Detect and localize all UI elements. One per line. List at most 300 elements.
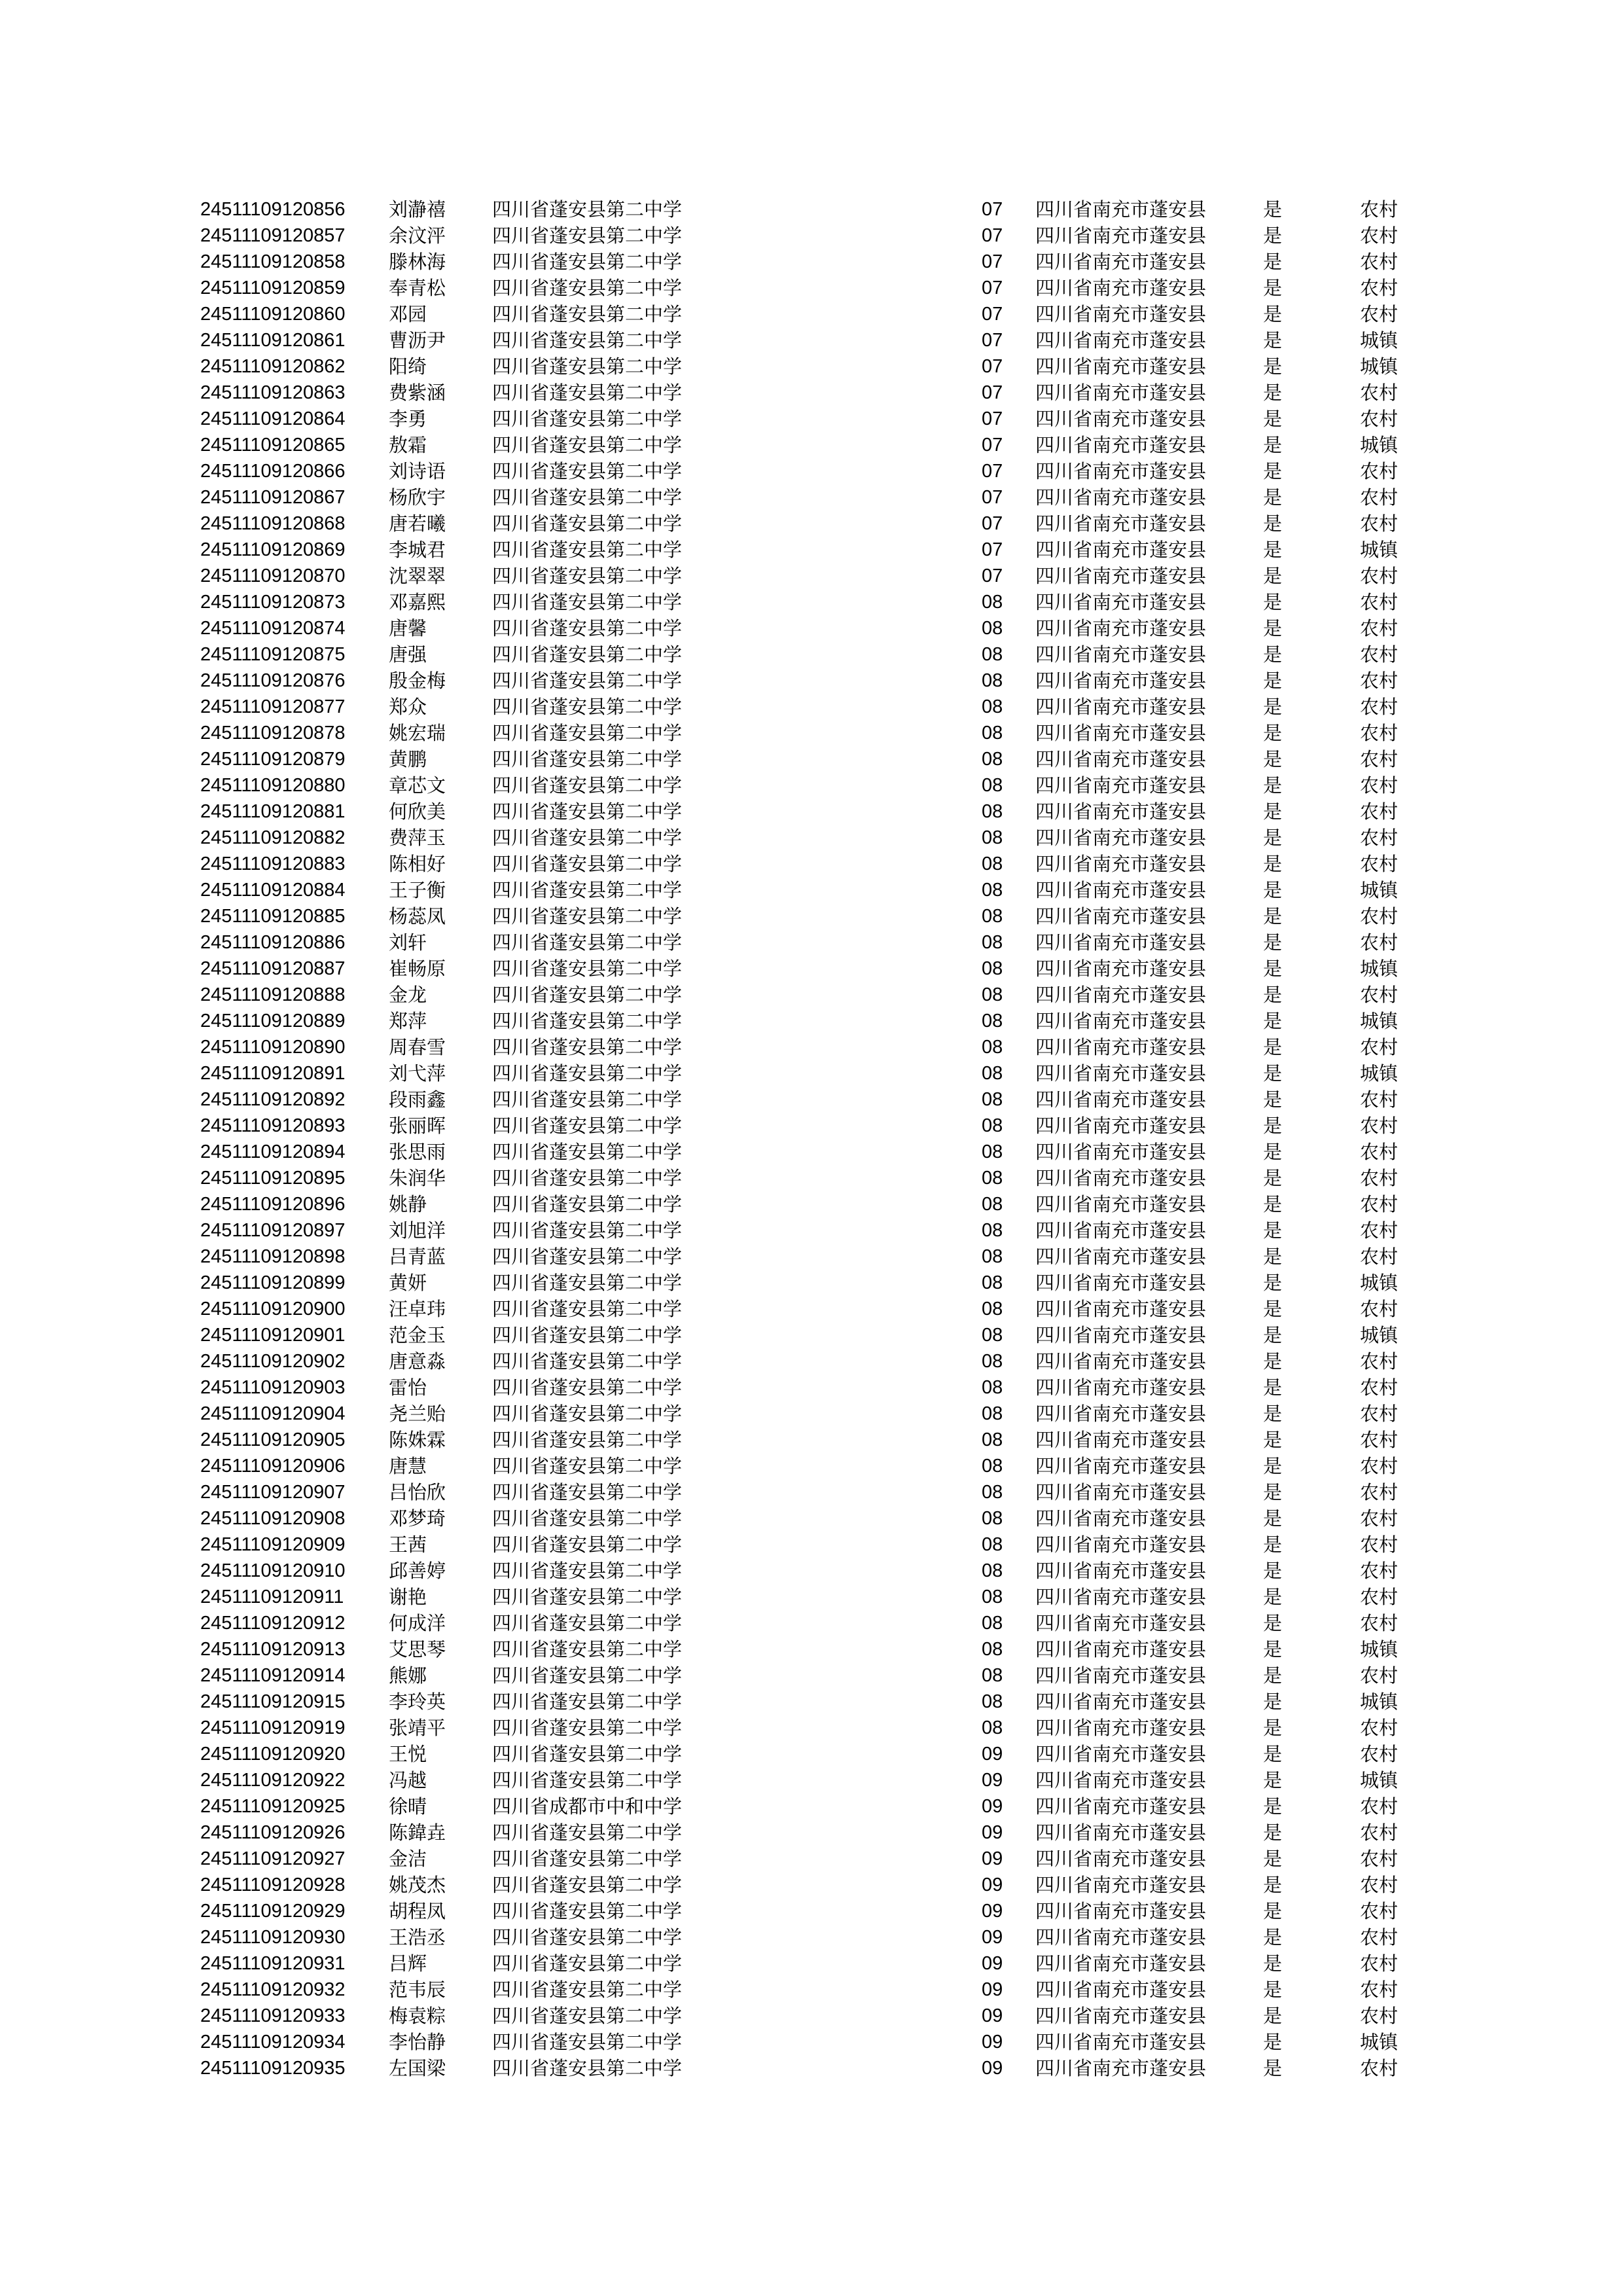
student-name-cell: 姚静: [389, 1193, 427, 1215]
student-id-cell: 24511109120876: [200, 670, 346, 691]
address-cell: 四川省南充市蓬安县: [1035, 1717, 1207, 1739]
table-row: [0, 1479, 1623, 1505]
student-name-cell: 郑萍: [389, 1010, 427, 1032]
class-cell: 08: [982, 801, 1003, 822]
student-id-cell: 24511109120929: [200, 1901, 346, 1922]
class-cell: 08: [982, 592, 1003, 613]
flag-cell: 是: [1263, 565, 1283, 587]
student-id-cell: 24511109120887: [200, 958, 346, 979]
class-cell: 09: [982, 2005, 1003, 2026]
student-id-cell: 24511109120859: [200, 278, 346, 298]
address-cell: 四川省南充市蓬安县: [1035, 1691, 1207, 1713]
flag-cell: 是: [1263, 2031, 1283, 2053]
class-cell: 09: [982, 1796, 1003, 1817]
student-id-cell: 24511109120864: [200, 408, 346, 429]
school-cell: 四川省蓬安县第二中学: [492, 853, 683, 875]
flag-cell: 是: [1263, 198, 1283, 221]
school-cell: 四川省蓬安县第二中学: [492, 1272, 683, 1294]
table-row: [0, 484, 1623, 511]
student-id-cell: 24511109120875: [200, 644, 346, 665]
student-id-cell: 24511109120893: [200, 1115, 346, 1136]
class-cell: 08: [982, 1037, 1003, 1058]
school-cell: 四川省蓬安县第二中学: [492, 1298, 683, 1320]
address-cell: 四川省南充市蓬安县: [1035, 1246, 1207, 1268]
residence-type-cell: 城镇: [1360, 355, 1399, 378]
flag-cell: 是: [1263, 434, 1283, 456]
student-name-cell: 邱善婷: [389, 1560, 446, 1582]
table-row: [0, 1139, 1623, 1165]
student-name-cell: 刘瀞禧: [389, 198, 446, 221]
student-name-cell: 吕辉: [389, 1952, 427, 1975]
student-id-cell: 24511109120886: [200, 932, 346, 953]
residence-type-cell: 农村: [1360, 1848, 1399, 1870]
residence-type-cell: 城镇: [1360, 1638, 1399, 1660]
table-row: [0, 589, 1623, 615]
student-id-cell: 24511109120881: [200, 801, 346, 822]
residence-type-cell: 城镇: [1360, 879, 1399, 901]
address-cell: 四川省南充市蓬安县: [1035, 1036, 1207, 1058]
residence-type-cell: 农村: [1360, 1979, 1399, 2001]
class-cell: 07: [982, 330, 1003, 351]
student-name-cell: 段雨鑫: [389, 1088, 446, 1111]
school-cell: 四川省蓬安县第二中学: [492, 539, 683, 561]
address-cell: 四川省南充市蓬安县: [1035, 1062, 1207, 1085]
table-row: [0, 982, 1623, 1008]
residence-type-cell: 农村: [1360, 617, 1399, 639]
flag-cell: 是: [1263, 355, 1283, 378]
school-cell: 四川省蓬安县第二中学: [492, 224, 683, 247]
flag-cell: 是: [1263, 1821, 1283, 1844]
address-cell: 四川省南充市蓬安县: [1035, 1664, 1207, 1687]
school-cell: 四川省蓬安县第二中学: [492, 460, 683, 482]
table-row: [0, 353, 1623, 380]
flag-cell: 是: [1263, 486, 1283, 509]
school-cell: 四川省蓬安县第二中学: [492, 303, 683, 325]
residence-type-cell: 农村: [1360, 696, 1399, 718]
student-id-cell: 24511109120861: [200, 330, 346, 351]
flag-cell: 是: [1263, 460, 1283, 482]
residence-type-cell: 农村: [1360, 1115, 1399, 1137]
residence-type-cell: 农村: [1360, 984, 1399, 1006]
student-name-cell: 何成洋: [389, 1612, 446, 1634]
student-id-cell: 24511109120909: [200, 1534, 346, 1555]
student-name-cell: 王子衡: [389, 879, 446, 901]
class-cell: 09: [982, 1848, 1003, 1869]
table-row: [0, 1034, 1623, 1060]
address-cell: 四川省南充市蓬安县: [1035, 1534, 1207, 1556]
student-id-cell: 24511109120858: [200, 251, 346, 272]
student-id-cell: 24511109120877: [200, 696, 346, 717]
student-name-cell: 邓嘉熙: [389, 591, 446, 613]
student-name-cell: 李怡静: [389, 2031, 446, 2053]
student-id-cell: 24511109120911: [200, 1587, 344, 1607]
student-name-cell: 范韦辰: [389, 1979, 446, 2001]
flag-cell: 是: [1263, 1298, 1283, 1320]
student-name-cell: 徐晴: [389, 1795, 427, 1818]
class-cell: 08: [982, 1560, 1003, 1581]
flag-cell: 是: [1263, 1612, 1283, 1634]
student-id-cell: 24511109120934: [200, 2032, 346, 2053]
class-cell: 07: [982, 408, 1003, 429]
student-name-cell: 冯越: [389, 1769, 427, 1791]
residence-type-cell: 城镇: [1360, 1010, 1399, 1032]
class-cell: 08: [982, 1325, 1003, 1346]
flag-cell: 是: [1263, 1350, 1283, 1372]
residence-type-cell: 农村: [1360, 198, 1399, 221]
student-name-cell: 范金玉: [389, 1324, 446, 1346]
class-cell: 09: [982, 1874, 1003, 1895]
student-id-cell: 24511109120898: [200, 1246, 346, 1267]
residence-type-cell: 农村: [1360, 1507, 1399, 1530]
residence-type-cell: 农村: [1360, 2005, 1399, 2027]
student-id-cell: 24511109120873: [200, 592, 346, 613]
table-row: [0, 2003, 1623, 2029]
address-cell: 四川省南充市蓬安县: [1035, 355, 1207, 378]
address-cell: 四川省南充市蓬安县: [1035, 853, 1207, 875]
address-cell: 四川省南充市蓬安县: [1035, 329, 1207, 351]
table-row: [0, 1217, 1623, 1244]
flag-cell: 是: [1263, 1193, 1283, 1215]
flag-cell: 是: [1263, 1560, 1283, 1582]
student-name-cell: 艾思琴: [389, 1638, 446, 1660]
student-name-cell: 刘旭洋: [389, 1219, 446, 1242]
table-row: [0, 1322, 1623, 1348]
residence-type-cell: 农村: [1360, 1246, 1399, 1268]
class-cell: 09: [982, 1953, 1003, 1974]
class-cell: 08: [982, 1456, 1003, 1477]
table-row: [0, 720, 1623, 746]
address-cell: 四川省南充市蓬安县: [1035, 1010, 1207, 1032]
flag-cell: 是: [1263, 1376, 1283, 1399]
student-name-cell: 姚宏瑞: [389, 722, 446, 744]
student-name-cell: 唐意淼: [389, 1350, 446, 1372]
school-cell: 四川省蓬安县第二中学: [492, 1193, 683, 1215]
address-cell: 四川省南充市蓬安县: [1035, 1952, 1207, 1975]
student-name-cell: 吕怡欣: [389, 1481, 446, 1503]
class-cell: 08: [982, 749, 1003, 770]
class-cell: 08: [982, 696, 1003, 717]
table-row: [0, 537, 1623, 563]
flag-cell: 是: [1263, 984, 1283, 1006]
address-cell: 四川省南充市蓬安县: [1035, 224, 1207, 247]
school-cell: 四川省蓬安县第二中学: [492, 958, 683, 980]
student-id-cell: 24511109120900: [200, 1299, 346, 1319]
table-row: [0, 2029, 1623, 2055]
residence-type-cell: 农村: [1360, 512, 1399, 535]
flag-cell: 是: [1263, 2005, 1283, 2027]
table-row: [0, 772, 1623, 798]
student-name-cell: 胡程凤: [389, 1900, 446, 1922]
student-id-cell: 24511109120891: [200, 1063, 346, 1084]
flag-cell: 是: [1263, 2057, 1283, 2079]
table-row: [0, 1086, 1623, 1113]
student-id-cell: 24511109120902: [200, 1351, 346, 1372]
student-name-cell: 杨欣宇: [389, 486, 446, 509]
school-cell: 四川省蓬安县第二中学: [492, 1664, 683, 1687]
flag-cell: 是: [1263, 1507, 1283, 1530]
address-cell: 四川省南充市蓬安县: [1035, 1403, 1207, 1425]
flag-cell: 是: [1263, 1743, 1283, 1765]
address-cell: 四川省南充市蓬安县: [1035, 1088, 1207, 1111]
student-name-cell: 左国梁: [389, 2057, 446, 2079]
address-cell: 四川省南充市蓬安县: [1035, 2057, 1207, 2079]
class-cell: 08: [982, 1141, 1003, 1162]
school-cell: 四川省蓬安县第二中学: [492, 670, 683, 692]
school-cell: 四川省蓬安县第二中学: [492, 1926, 683, 1948]
residence-type-cell: 农村: [1360, 591, 1399, 613]
address-cell: 四川省南充市蓬安县: [1035, 434, 1207, 456]
residence-type-cell: 农村: [1360, 800, 1399, 823]
residence-type-cell: 农村: [1360, 1481, 1399, 1503]
residence-type-cell: 农村: [1360, 853, 1399, 875]
student-id-cell: 24511109120890: [200, 1037, 346, 1058]
student-id-cell: 24511109120932: [200, 1979, 346, 2000]
address-cell: 四川省南充市蓬安县: [1035, 748, 1207, 770]
address-cell: 四川省南充市蓬安县: [1035, 1324, 1207, 1346]
school-cell: 四川省蓬安县第二中学: [492, 1246, 683, 1268]
student-name-cell: 黄鹏: [389, 748, 427, 770]
address-cell: 四川省南充市蓬安县: [1035, 1979, 1207, 2001]
student-name-cell: 唐慧: [389, 1455, 427, 1477]
address-cell: 四川省南充市蓬安县: [1035, 512, 1207, 535]
address-cell: 四川省南充市蓬安县: [1035, 2005, 1207, 2027]
residence-type-cell: 农村: [1360, 382, 1399, 404]
class-cell: 08: [982, 1403, 1003, 1424]
flag-cell: 是: [1263, 958, 1283, 980]
class-cell: 07: [982, 382, 1003, 403]
student-name-cell: 何欣美: [389, 800, 446, 823]
address-cell: 四川省南充市蓬安县: [1035, 251, 1207, 273]
school-cell: 四川省蓬安县第二中学: [492, 1821, 683, 1844]
student-name-cell: 周春雪: [389, 1036, 446, 1058]
class-cell: 08: [982, 1691, 1003, 1712]
student-table: [0, 196, 1623, 2081]
school-cell: 四川省蓬安县第二中学: [492, 1088, 683, 1111]
flag-cell: 是: [1263, 670, 1283, 692]
school-cell: 四川省蓬安县第二中学: [492, 1507, 683, 1530]
class-cell: 08: [982, 1115, 1003, 1136]
residence-type-cell: 农村: [1360, 460, 1399, 482]
student-id-cell: 24511109120856: [200, 199, 346, 220]
school-cell: 四川省蓬安县第二中学: [492, 1612, 683, 1634]
school-cell: 四川省蓬安县第二中学: [492, 1062, 683, 1085]
residence-type-cell: 农村: [1360, 1717, 1399, 1739]
residence-type-cell: 农村: [1360, 774, 1399, 797]
flag-cell: 是: [1263, 1324, 1283, 1346]
school-cell: 四川省蓬安县第二中学: [492, 1717, 683, 1739]
flag-cell: 是: [1263, 1088, 1283, 1111]
address-cell: 四川省南充市蓬安县: [1035, 1795, 1207, 1818]
flag-cell: 是: [1263, 1167, 1283, 1189]
school-cell: 四川省蓬安县第二中学: [492, 696, 683, 718]
class-cell: 07: [982, 304, 1003, 325]
residence-type-cell: 农村: [1360, 670, 1399, 692]
class-cell: 08: [982, 932, 1003, 953]
student-id-cell: 24511109120892: [200, 1089, 346, 1110]
table-row: [0, 1636, 1623, 1662]
school-cell: 四川省蓬安县第二中学: [492, 434, 683, 456]
student-id-cell: 24511109120897: [200, 1220, 346, 1241]
student-name-cell: 姚茂杰: [389, 1874, 446, 1896]
table-row: [0, 1348, 1623, 1374]
class-cell: 08: [982, 880, 1003, 901]
class-cell: 09: [982, 1822, 1003, 1843]
table-row: [0, 851, 1623, 877]
class-cell: 08: [982, 1613, 1003, 1634]
class-cell: 08: [982, 723, 1003, 744]
flag-cell: 是: [1263, 617, 1283, 639]
school-cell: 四川省蓬安县第二中学: [492, 1952, 683, 1975]
flag-cell: 是: [1263, 1429, 1283, 1451]
address-cell: 四川省南充市蓬安县: [1035, 931, 1207, 954]
table-row: [0, 1270, 1623, 1296]
class-cell: 07: [982, 225, 1003, 246]
student-name-cell: 黄妍: [389, 1272, 427, 1294]
class-cell: 08: [982, 1639, 1003, 1660]
student-name-cell: 朱润华: [389, 1167, 446, 1189]
school-cell: 四川省蓬安县第二中学: [492, 1638, 683, 1660]
residence-type-cell: 城镇: [1360, 434, 1399, 456]
table-row: [0, 929, 1623, 956]
table-row: [0, 1662, 1623, 1689]
student-id-cell: 24511109120903: [200, 1377, 346, 1398]
student-id-cell: 24511109120907: [200, 1482, 346, 1503]
table-row: [0, 1558, 1623, 1584]
table-row: [0, 249, 1623, 275]
class-cell: 07: [982, 356, 1003, 377]
student-name-cell: 阳绮: [389, 355, 427, 378]
address-cell: 四川省南充市蓬安县: [1035, 1900, 1207, 1922]
class-cell: 08: [982, 1011, 1003, 1031]
school-cell: 四川省蓬安县第二中学: [492, 591, 683, 613]
flag-cell: 是: [1263, 1874, 1283, 1896]
school-cell: 四川省成都市中和中学: [492, 1795, 683, 1818]
student-name-cell: 刘诗语: [389, 460, 446, 482]
school-cell: 四川省蓬安县第二中学: [492, 512, 683, 535]
student-name-cell: 唐强: [389, 643, 427, 666]
school-cell: 四川省蓬安县第二中学: [492, 355, 683, 378]
flag-cell: 是: [1263, 1036, 1283, 1058]
school-cell: 四川省蓬安县第二中学: [492, 1010, 683, 1032]
address-cell: 四川省南充市蓬安县: [1035, 1507, 1207, 1530]
school-cell: 四川省蓬安县第二中学: [492, 905, 683, 927]
class-cell: 08: [982, 1063, 1003, 1084]
student-id-cell: 24511109120882: [200, 827, 346, 848]
residence-type-cell: 城镇: [1360, 2031, 1399, 2053]
flag-cell: 是: [1263, 722, 1283, 744]
student-id-cell: 24511109120870: [200, 565, 346, 586]
address-cell: 四川省南充市蓬安县: [1035, 1874, 1207, 1896]
residence-type-cell: 农村: [1360, 1429, 1399, 1451]
flag-cell: 是: [1263, 1010, 1283, 1032]
class-cell: 08: [982, 906, 1003, 927]
student-name-cell: 吕青蓝: [389, 1246, 446, 1268]
student-name-cell: 殷金梅: [389, 670, 446, 692]
class-cell: 08: [982, 853, 1003, 874]
table-row: [0, 1977, 1623, 2003]
class-cell: 07: [982, 461, 1003, 482]
school-cell: 四川省蓬安县第二中学: [492, 1979, 683, 2001]
student-id-cell: 24511109120862: [200, 356, 346, 377]
flag-cell: 是: [1263, 277, 1283, 299]
flag-cell: 是: [1263, 643, 1283, 666]
table-row: [0, 1741, 1623, 1767]
student-id-cell: 24511109120883: [200, 853, 346, 874]
table-row: [0, 1532, 1623, 1558]
student-id-cell: 24511109120869: [200, 539, 346, 560]
school-cell: 四川省蓬安县第二中学: [492, 774, 683, 797]
table-row: [0, 406, 1623, 432]
address-cell: 四川省南充市蓬安县: [1035, 1272, 1207, 1294]
address-cell: 四川省南充市蓬安县: [1035, 198, 1207, 221]
residence-type-cell: 农村: [1360, 643, 1399, 666]
residence-type-cell: 农村: [1360, 1534, 1399, 1556]
student-name-cell: 张靖平: [389, 1717, 446, 1739]
flag-cell: 是: [1263, 905, 1283, 927]
table-row: [0, 1872, 1623, 1898]
student-name-cell: 汪卓玮: [389, 1298, 446, 1320]
residence-type-cell: 农村: [1360, 722, 1399, 744]
address-cell: 四川省南充市蓬安县: [1035, 1821, 1207, 1844]
class-cell: 09: [982, 1744, 1003, 1765]
student-id-cell: 24511109120888: [200, 984, 346, 1005]
student-name-cell: 唐若曦: [389, 512, 446, 535]
flag-cell: 是: [1263, 329, 1283, 351]
flag-cell: 是: [1263, 1246, 1283, 1268]
student-name-cell: 金洁: [389, 1848, 427, 1870]
student-id-cell: 24511109120935: [200, 2058, 346, 2079]
student-id-cell: 24511109120865: [200, 435, 346, 456]
school-cell: 四川省蓬安县第二中学: [492, 1874, 683, 1896]
flag-cell: 是: [1263, 1586, 1283, 1608]
flag-cell: 是: [1263, 1691, 1283, 1713]
class-cell: 08: [982, 1508, 1003, 1529]
residence-type-cell: 农村: [1360, 565, 1399, 587]
table-row: [0, 825, 1623, 851]
student-id-cell: 24511109120867: [200, 487, 346, 508]
student-name-cell: 李玲英: [389, 1691, 446, 1713]
school-cell: 四川省蓬安县第二中学: [492, 1743, 683, 1765]
class-cell: 08: [982, 958, 1003, 979]
table-row: [0, 1584, 1623, 1610]
class-cell: 08: [982, 1534, 1003, 1555]
student-id-cell: 24511109120904: [200, 1403, 346, 1424]
residence-type-cell: 农村: [1360, 224, 1399, 247]
address-cell: 四川省南充市蓬安县: [1035, 486, 1207, 509]
address-cell: 四川省南充市蓬安县: [1035, 1769, 1207, 1791]
flag-cell: 是: [1263, 1664, 1283, 1687]
table-row: [0, 1924, 1623, 1950]
school-cell: 四川省蓬安县第二中学: [492, 643, 683, 666]
table-row: [0, 877, 1623, 903]
student-name-cell: 杨蕊凤: [389, 905, 446, 927]
student-name-cell: 王茜: [389, 1534, 427, 1556]
school-cell: 四川省蓬安县第二中学: [492, 382, 683, 404]
class-cell: 07: [982, 278, 1003, 298]
student-name-cell: 张思雨: [389, 1141, 446, 1163]
residence-type-cell: 农村: [1360, 1900, 1399, 1922]
class-cell: 08: [982, 775, 1003, 796]
table-row: [0, 2055, 1623, 2081]
flag-cell: 是: [1263, 251, 1283, 273]
student-name-cell: 余汶泙: [389, 224, 446, 247]
class-cell: 08: [982, 984, 1003, 1005]
school-cell: 四川省蓬安县第二中学: [492, 1429, 683, 1451]
address-cell: 四川省南充市蓬安县: [1035, 800, 1207, 823]
flag-cell: 是: [1263, 1795, 1283, 1818]
student-id-cell: 24511109120920: [200, 1744, 346, 1765]
school-cell: 四川省蓬安县第二中学: [492, 1350, 683, 1372]
